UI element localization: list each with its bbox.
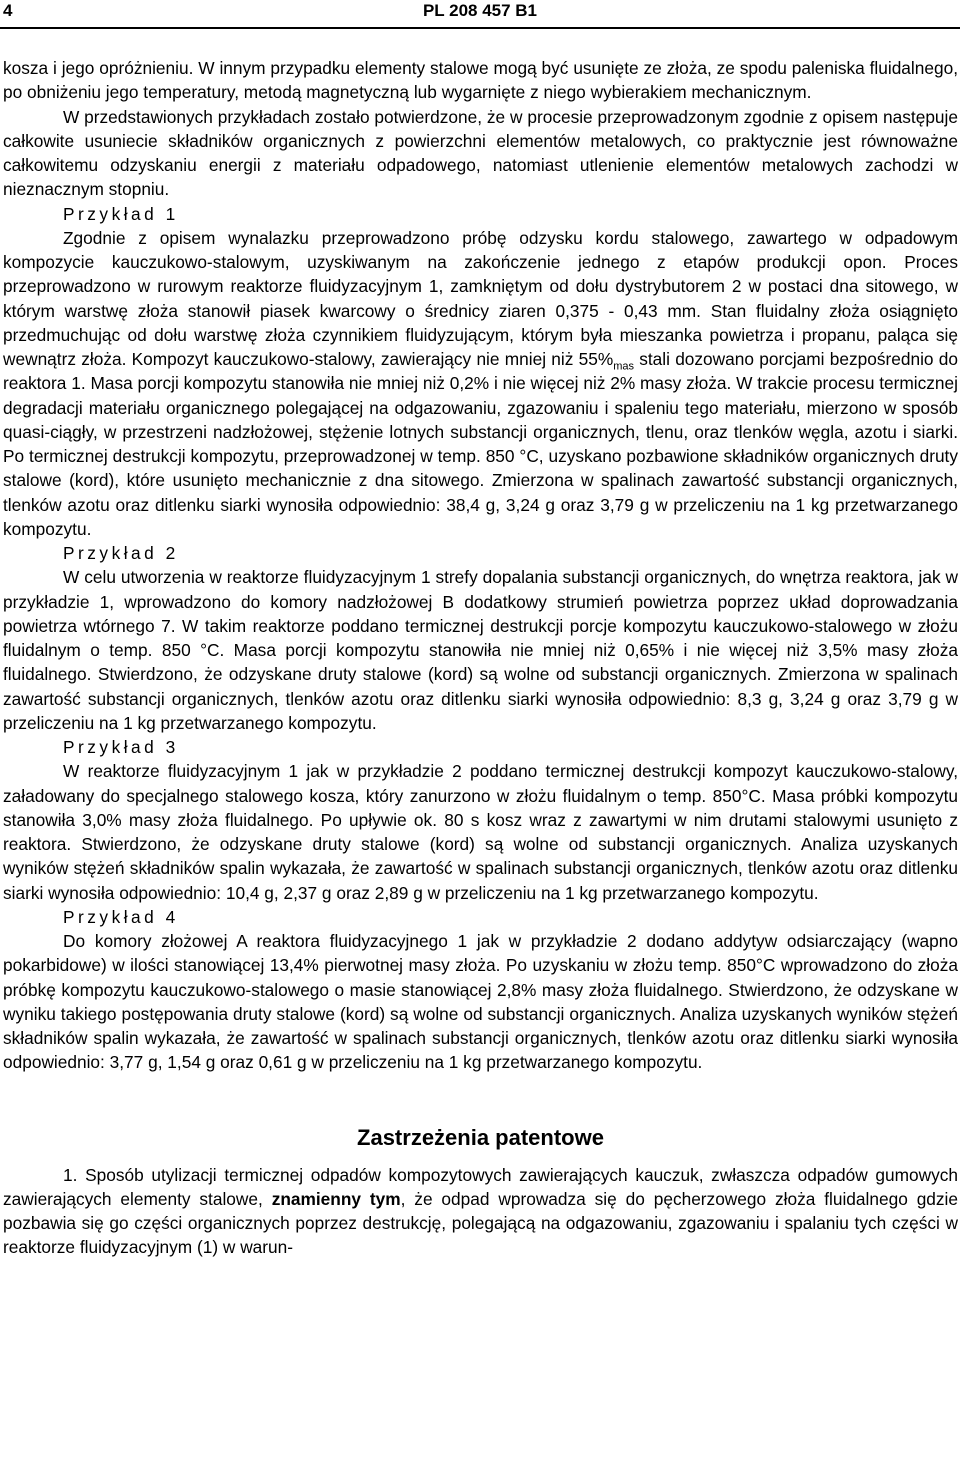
claim-1-characterizing-phrase: znamienny tym — [271, 1188, 401, 1209]
example-1-text — [3, 226, 958, 541]
example-1-heading: Przykład 1 — [63, 203, 179, 224]
header-divider — [0, 27, 960, 29]
example-1-text-part-a: Zgodnie z opisem wynalazku przeprowadzono próbę odzysku kordu stalowego, zawartego w odpadowym kompozycie kauczukowo-stalowym, uzyskiwanym na zakończenie jednego z etapów produkcji opon. Proces przeprowadzono w rurowym reaktorze fluidyzacyjnym 1, zamkniętym od dołu dystrybutorem 2 w postaci dna sitowego, w którym warstwę złoża stanowił piasek kwarcowy o średnicy ziaren 0,375 - 0,43 mm. Stan fluidalny złoża osiągnięto przedmuchując od dołu warstwę złoża czynnikiem fluidyzującym, którym była mieszanka powietrza i propanu, paląca się wewnątrz złoża. Kompozyt kauczukowo-stalowy, zawierający nie mniej niż 55% — [3, 227, 958, 369]
example-4-heading: Przykład 4 — [63, 906, 179, 927]
claim-1-part-b: , że odpad wprowadza się do pęcherzowego złoża fluidalnego gdzie pozbawia się go części organicznych poprzez destrukcję, polegającą na odgazowaniu, zgazowaniu i spalaniu tych części w reaktorze fluidyzacyjnym (1) w warun- — [3, 1188, 959, 1258]
claims-title: Zastrzeżenia patentowe — [357, 1124, 604, 1150]
intro-paragraph-summary: W przedstawionych przykładach zostało potwierdzone, że w procesie przeprowadzonym zgodnie z opisem następuje całkowite usuniecie składników organicznych z powierzchni elementów metalowych, co praktycznie jest równoważne całkowitemu odzyskaniu energii z materiału odpadowego, natomiast utlenienie elementów metalowych zachodzi w nieznacznym stopniu. — [3, 106, 958, 200]
example-1-text-part-b: stali dozowano porcjami bezpośrednio do reaktora 1. Masa porcji kompozytu stanowiła nie mniej niż 0,2% i nie więcej niż 2% masy złoża. W trakcie procesu termicznej degradacji materiału organicznego polegającej na odgazowaniu, zgazowaniu i spaleniu tego materiału, mierzono w sposób quasi-ciągły, w przestrzeni nadzłożowej, stężenie lotnych substancji organicznych, tlenu, oraz tlenków węgla, azotu i siarki. Po termicznej destrukcji kompozytu, przeprowadzonej w temp. 850 °C, uzyskano pozbawione składników organicznych druty stalowe (kord), które usunięto mechanicznie z dna sitowego. Zmierzona w spalinach zawartość substancji organicznych, tlenków azotu oraz ditlenku siarki wynosiła odpowiednio: 38,4 g, 3,24 g oraz 3,79 g w przeliczeniu na 1 kg przetwarzanego kompozytu. — [3, 349, 958, 539]
example-2-heading: Przykład 2 — [63, 543, 179, 563]
document-body — [3, 56, 958, 1260]
document-id: PL 208 457 B1 — [422, 1, 538, 20]
mass-subscript: mas — [613, 360, 634, 373]
example-3-heading: Przykład 3 — [63, 737, 179, 757]
claim-1-part-a: 1. Sposób utylizacji termicznej odpadów kompozytowych zawierających kauczuk, zwłaszcza odpadów gumowych zawierających elementy stalowe, — [3, 1164, 958, 1209]
example-3-text: W reaktorze fluidyzacyjnym 1 jak w przykładzie 2 poddano termicznej destrukcji kompozyt kauczukowo-stalowy, załadowany do specjalnego stalowego kosza, który zanurzono w złożu fluidalnym o temp. 850°C. Masa próbki kompozytu stanowiła 3,0% masy złoża fluidalnego. Po upływie ok. 80 s kosz wraz z zawartymi w nim drutami stalowymi usunięto z reaktora. Stwierdzono, że odzyskane druty stalowe (kord) są wolne od substancji organicznych. Analiza uzyskanych wyników stężeń składników spalin wykazała, że zawartość w spalinach substancji organicznych, tlenków azotu oraz ditlenku siarki wynosiła odpowiednio: 10,4 g, 2,37 g oraz 2,89 g w przeliczeniu na 1 kg przetwarzanego kompozytu. — [3, 761, 958, 903]
page-header — [0, 0, 960, 26]
example-2-text: W celu utworzenia w reaktorze fluidyzacyjnym 1 strefy dopalania substancji organicznych, do wnętrza reaktora, jak w przykładzie 1, wprowadzono do komory nadzłożowej B dodatkowy strumień powietrza poprzez układ doprowadzania powietrza wtórnego 7. W takim reaktorze poddano termicznej destrukcji porcje kompozytu kauczukowo-stalowego w złożu fluidalnym o temp. 850 °C. Masa porcji kompozytu stanowiła nie mniej niż 0,65% i nie więcej niż 3,5% masy złoża fluidalnego. Stwierdzono, że odzyskane druty stalowe (kord) są wolne od substancji organicznych. Zmierzona w spalinach zawartość substancji organicznych, tlenków azotu oraz ditlenku siarki wynosiła odpowiednio: 8,3 g, 3,24 g oraz 3,79 g w przeliczeniu na 1 kg przetwarzanego kompozytu. — [3, 567, 958, 733]
page-number: 4 — [3, 1, 13, 20]
intro-paragraph-continued: kosza i jego opróżnieniu. W innym przypadku elementy stalowe mogą być usunięte ze złoża, ze spodu paleniska fluidalnego, po obniżeniu jego temperatury, metodą magnetyczną lub wygarnięte z niego wybierakiem mechanicznym. — [3, 58, 958, 103]
example-4-text: Do komory złożowej A reaktora fluidyzacyjnego 1 jak w przykładzie 2 dodano addytyw odsiarczający (wapno pokarbidowe) w ilości stanowiącej 13,4% pierwotnej masy złoża. Po uzyskaniu w złożu temp. 850°C wprowadzono do złoża próbkę kompozytu kauczukowo-stalowego o masie stanowiącej 2,8% masy złoża fluidalnego. Stwierdzono, że odzyskane w wyniku takiego postępowania druty stalowe (kord) są wolne od substancji organicznych. Analiza uzyskanych wyników stężeń składników spalin wykazała, że zawartość w spalinach substancji organicznych, tlenków azotu oraz ditlenku siarki wynosiła odpowiednio: 3,77 g, 1,54 g oraz 0,61 g w przeliczeniu na 1 kg przetwarzanego kompozytu. — [3, 931, 958, 1073]
claim-1-text — [3, 1163, 958, 1260]
